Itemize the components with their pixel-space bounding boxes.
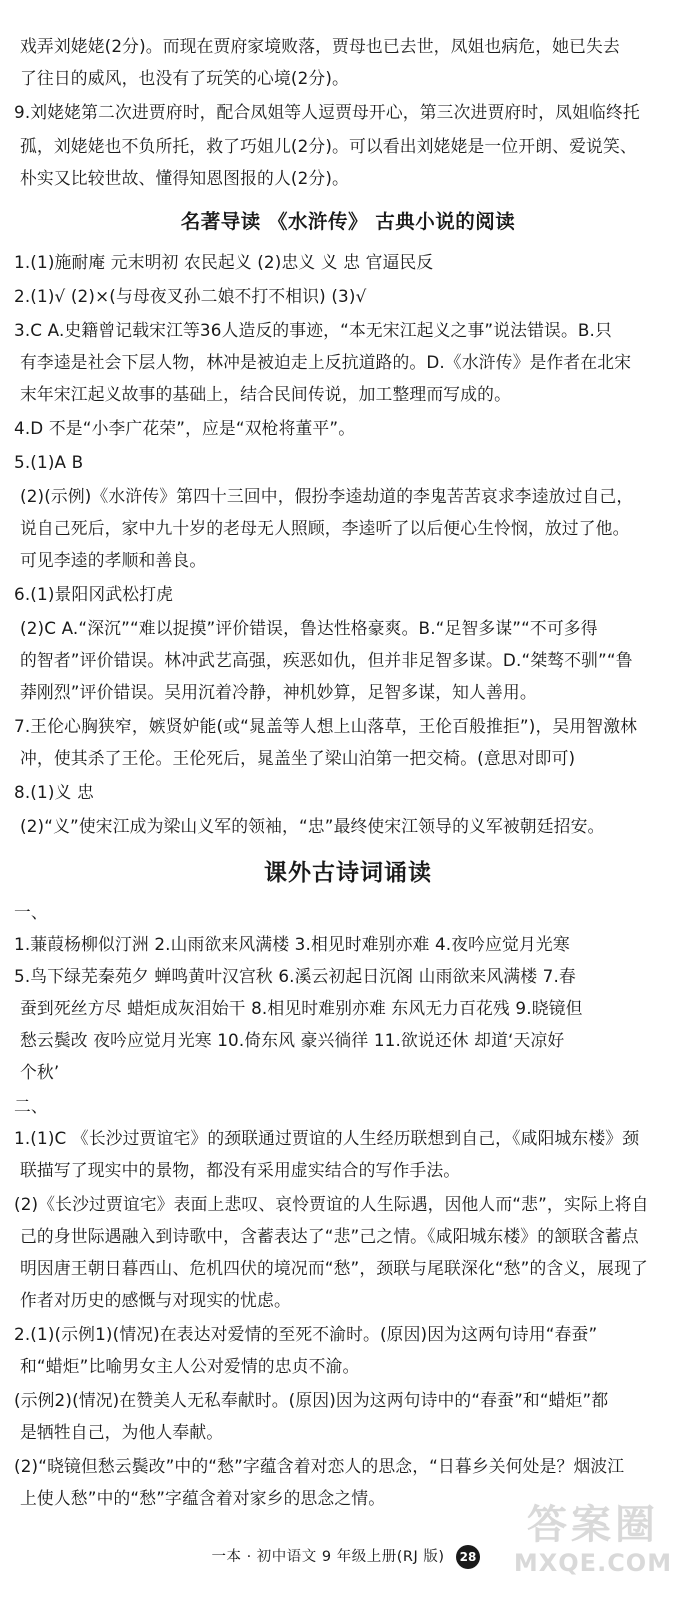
- text-line: (示例2)(情况)在赞美人无私奉献时。(原因)因为这两句诗中的“春蚕”和“蜡炬”都: [14, 1390, 609, 1410]
- text-line: 己的身世际遇融入到诗歌中，含蓄表达了“悲”己之情。《咸阳城东楼》的颔联含蓄点: [20, 1226, 639, 1246]
- text-line: 有李逵是社会下层人物，林冲是被迫走上反抗道路的。D.《水浒传》是作者在北宋: [20, 352, 632, 372]
- text-line: (2)(示例)《水浒传》第四十三回中，假扮李逵劫道的李鬼苦苦哀求李逵放过自己，: [20, 486, 634, 506]
- text-line: 1.(1)施耐庵 元末明初 农民起义 (2)忠义 义 忠 官逼民反: [14, 252, 434, 272]
- watermark-text: 答案圈: [527, 1502, 659, 1548]
- text-line: 和“蜡炬”比喻男女主人公对爱情的忠贞不渝。: [20, 1356, 360, 1376]
- text-line: 2.(1)(示例1)(情况)在表达对爱情的至死不渝时。(原因)因为这两句诗用“春蚕”: [14, 1324, 598, 1344]
- text-line: 可见李逵的孝顺和善良。: [20, 550, 207, 570]
- text-line: 8.(1)义 忠: [14, 782, 94, 802]
- page-footer: 一本 · 初中语文 9 年级上册(RJ 版): [211, 1549, 445, 1565]
- section-heading-shuihu: 名著导读 《水浒传》 古典小说的阅读: [180, 210, 516, 233]
- text-line: 是牺牲自己，为他人奉献。: [20, 1422, 224, 1442]
- text-line: (2)C A.“深沉”“难以捉摸”评价错误，鲁达性格豪爽。B.“足智多谋”“不可多得: [20, 618, 598, 638]
- text-line: 戏弄刘姥姥(2分)。而现在贾府家境败落，贾母也已去世，凤姐也病危，她已失去: [20, 36, 620, 56]
- text-line: 5.鸟下绿芜秦苑夕 蝉鸣黄叶汉宫秋 6.溪云初起日沉阁 山雨欲来风满楼 7.春: [14, 966, 576, 986]
- text-line: 明因唐王朝日暮西山、危机四伏的境况而“愁”，颈联与尾联深化“愁”的含义，展现了: [20, 1258, 648, 1278]
- text-line: 末年宋江起义故事的基础上，结合民间传说，加工整理而写成的。: [20, 384, 512, 404]
- text-line: 7.王伦心胸狭窄，嫉贤妒能(或“晁盖等人想上山落草，王伦百般推拒”)，吴用智激林: [14, 716, 638, 736]
- text-line: 愁云鬓改 夜吟应觉月光寒 10.倚东风 豪兴徜徉 11.欲说还休 却道‘天凉好: [20, 1030, 565, 1050]
- text-line: 2.(1)√ (2)×(与母夜叉孙二娘不打不相识) (3)√: [14, 286, 367, 306]
- text-line: 5.(1)A B: [14, 452, 84, 472]
- text-line: 一、: [14, 902, 48, 922]
- text-line: (2)“义”使宋江成为梁山义军的领袖，“忠”最终使宋江领导的义军被朝廷招安。: [20, 816, 605, 836]
- text-line: 冲，使其杀了王伦。王伦死后，晁盖坐了梁山泊第一把交椅。(意思对即可): [20, 748, 576, 768]
- text-line: 4.D 不是“小李广花荣”，应是“双枪将董平”。: [14, 418, 356, 438]
- text-line: 莽刚烈”评价错误。吴用沉着冷静，神机妙算，足智多谋，知人善用。: [20, 682, 537, 702]
- text-line: (2)《长沙过贾谊宅》表面上悲叹、哀怜贾谊的人生际遇，因他人而“悲”，实际上将自: [14, 1194, 649, 1214]
- text-line: (2)“晓镜但愁云鬓改”中的“愁”字蕴含着对恋人的思念，“日暮乡关何处是？烟波江: [14, 1456, 625, 1476]
- text-line: 上使人愁”中的“愁”字蕴含着对家乡的思念之情。: [20, 1488, 386, 1508]
- text-line: 1.(1)C 《长沙过贾谊宅》的颈联通过贾谊的人生经历联想到自己，《咸阳城东楼》颈: [14, 1128, 640, 1148]
- text-line: 蚕到死丝方尽 蜡炬成灰泪始干 8.相见时难别亦难 东风无力百花残 9.晓镜但: [20, 998, 583, 1018]
- text-line: 二、: [14, 1096, 48, 1116]
- text-line: 6.(1)景阳冈武松打虎: [14, 584, 174, 604]
- text-line: 联描写了现实中的景物，都没有采用虚实结合的写作手法。: [20, 1160, 461, 1180]
- text-line: 9.刘姥姥第二次进贾府时，配合凤姐等人逗贾母开心，第三次进贾府时，凤姐临终托: [14, 102, 640, 122]
- text-line: 作者对历史的感慨与对现实的忧虑。: [20, 1290, 291, 1310]
- text-line: 朴实又比较世故、懂得知恩图报的人(2分)。: [20, 168, 349, 188]
- text-line: 孤，刘姥姥也不负所托，救了巧姐儿(2分)。可以看出刘姥姥是一位开朗、爱说笑、: [20, 136, 637, 156]
- page-number: 28: [456, 1545, 480, 1569]
- text-line: 1.蒹葭杨柳似汀洲 2.山雨欲来风满楼 3.相见时难别亦难 4.夜吟应觉月光寒: [14, 934, 570, 954]
- watermark-url: MXQE.COM: [513, 1549, 673, 1577]
- text-line: 的智者”评价错误。林冲武艺高强，疾恶如仇，但并非足智多谋。D.“桀骜不驯”“鲁: [20, 650, 633, 670]
- text-line: 了往日的威风，也没有了玩笑的心境(2分)。: [20, 68, 349, 88]
- text-line: 3.C A.史籍曾记载宋江等36人造反的事迹，“本无宋江起义之事”说法错误。B.只: [14, 320, 612, 340]
- text-line: 个秋’: [20, 1062, 60, 1082]
- section-heading-poetry: 课外古诗词诵读: [264, 860, 432, 886]
- text-line: 说自己死后，家中九十岁的老母无人照顾，李逵听了以后便心生怜悯，放过了他。: [20, 518, 630, 538]
- watermark: [498, 1500, 688, 1590]
